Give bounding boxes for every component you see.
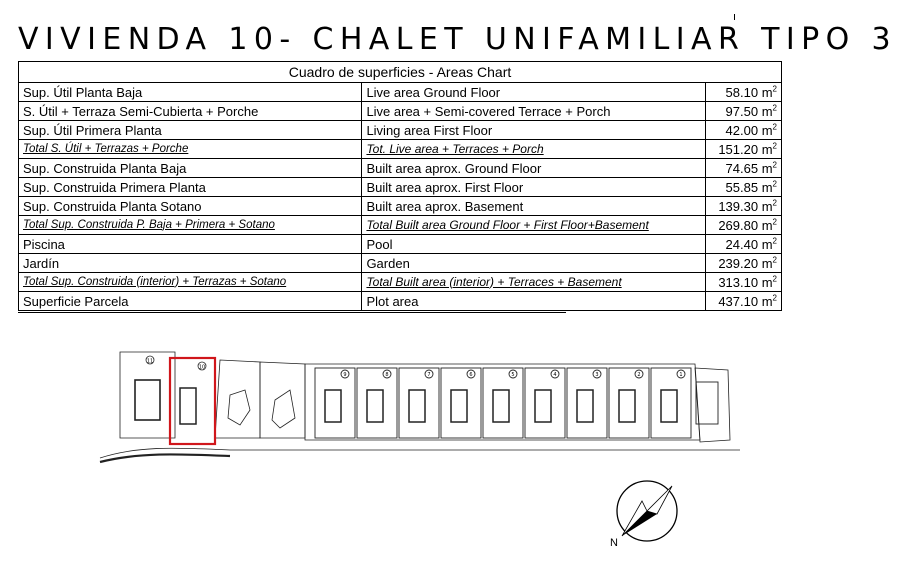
plot-number: 3: [595, 372, 599, 378]
table-row: [19, 254, 782, 273]
house-building: [451, 390, 467, 422]
spanish-label: Total S. Útil + Terrazas + Porche: [19, 140, 362, 159]
spanish-label: Jardín: [19, 254, 362, 273]
house-building: [577, 390, 593, 422]
table-row: [19, 178, 782, 197]
lot-outline: [441, 368, 481, 438]
table-row: [19, 235, 782, 254]
area-value: 313.10 $m^2$: [705, 273, 781, 292]
lot-outline: [651, 368, 691, 438]
english-label: Plot area: [362, 292, 705, 311]
lot-outline: [567, 368, 607, 438]
area-value: 269.80 $m^2$: [705, 216, 781, 235]
plot-number-11: 11: [146, 358, 154, 365]
english-label: Pool: [362, 235, 705, 254]
house-building: [367, 390, 383, 422]
english-label: Built area aprox. Ground Floor: [362, 159, 705, 178]
plot-number: 2: [637, 372, 641, 378]
english-label: Tot. Live area + Terraces + Porch: [362, 140, 705, 159]
area-value: 58.10 $m^2$: [705, 83, 781, 102]
english-label: Built area aprox. First Floor: [362, 178, 705, 197]
row-boundary: [305, 364, 700, 440]
plot-number: 7: [427, 372, 431, 378]
plot-number: 6: [469, 372, 473, 378]
site-plan: [100, 350, 740, 465]
area-value: 55.85 $m^2$: [705, 178, 781, 197]
lot-outline: [525, 368, 565, 438]
area-value: 151.20 $m^2$: [705, 140, 781, 159]
spanish-label: Sup. Construida Primera Planta: [19, 178, 362, 197]
house-building: [661, 390, 677, 422]
english-label: Live area Ground Floor: [362, 83, 705, 102]
spanish-label: Sup. Construida Planta Sotano: [19, 197, 362, 216]
spanish-label: S. Útil + Terraza Semi-Cubierta + Porche: [19, 102, 362, 121]
table-caption: Cuadro de superficies - Areas Chart: [19, 62, 782, 83]
area-value: 239.20 $m^2$: [705, 254, 781, 273]
house-building: [493, 390, 509, 422]
tick-mark: [734, 14, 735, 20]
lot-outline: [609, 368, 649, 438]
plot-number: 8: [385, 372, 389, 378]
table-row: [19, 83, 782, 102]
spanish-label: Sup. Útil Primera Planta: [19, 121, 362, 140]
plot-number: 9: [343, 372, 347, 378]
table-row: [19, 140, 782, 159]
end-lot-outline: [695, 368, 730, 442]
area-value: 437.10 $m^2$: [705, 292, 781, 311]
area-value: 74.65 $m^2$: [705, 159, 781, 178]
house-building: [325, 390, 341, 422]
spanish-label: Sup. Útil Planta Baja: [19, 83, 362, 102]
english-label: Live area + Semi-covered Terrace + Porch: [362, 102, 705, 121]
spanish-label: Piscina: [19, 235, 362, 254]
lot-outline: [215, 360, 260, 438]
table-row: [19, 292, 782, 311]
table-row: [19, 273, 782, 292]
area-value: 97.50 $m^2$: [705, 102, 781, 121]
house-building: [619, 390, 635, 422]
areas-chart-table: [18, 61, 782, 311]
english-label: Total Built area (interior) + Terraces + Basement: [362, 273, 705, 292]
house-building: [535, 390, 551, 422]
table-row: [19, 216, 782, 235]
table-body: [19, 83, 782, 311]
spanish-label: Superficie Parcela: [19, 292, 362, 311]
divider-line: [18, 312, 566, 313]
spanish-label: Total Sup. Construida P. Baja + Primera + Sotano: [19, 216, 362, 235]
spanish-label: Total Sup. Construida (interior) + Terrazas + Sotano: [19, 273, 362, 292]
area-value: 24.40 $m^2$: [705, 235, 781, 254]
spanish-label: Sup. Construida Planta Baja: [19, 159, 362, 178]
english-label: Garden: [362, 254, 705, 273]
area-value: 42.00 $m^2$: [705, 121, 781, 140]
lot-outline: [399, 368, 439, 438]
plot-number: 1: [679, 372, 683, 378]
lot-outline: [315, 368, 355, 438]
area-value: 139.30 $m^2$: [705, 197, 781, 216]
pool-shape: [696, 382, 718, 424]
north-arrow-compass: [612, 476, 682, 546]
plot-10-building: [180, 388, 196, 424]
plot-11-outline: [120, 352, 175, 438]
plot-number: 5: [511, 372, 515, 378]
north-label: N: [610, 537, 618, 549]
table-row: [19, 102, 782, 121]
table-row: [19, 121, 782, 140]
lot-outline: [483, 368, 523, 438]
highlight-plot-10: [170, 358, 215, 444]
road-line: [100, 448, 740, 458]
plot-number: 4: [553, 372, 557, 378]
house-building: [409, 390, 425, 422]
lot-outline: [357, 368, 397, 438]
plot-number-10: 10: [198, 364, 206, 371]
table-row: [19, 159, 782, 178]
page-title: VIVIENDA 10- CHALET UNIFAMILIAR TIPO 3: [18, 22, 897, 57]
english-label: Living area First Floor: [362, 121, 705, 140]
english-label: Built area aprox. Basement: [362, 197, 705, 216]
english-label: Total Built area Ground Floor + First Floor+Basement: [362, 216, 705, 235]
table-row: [19, 197, 782, 216]
